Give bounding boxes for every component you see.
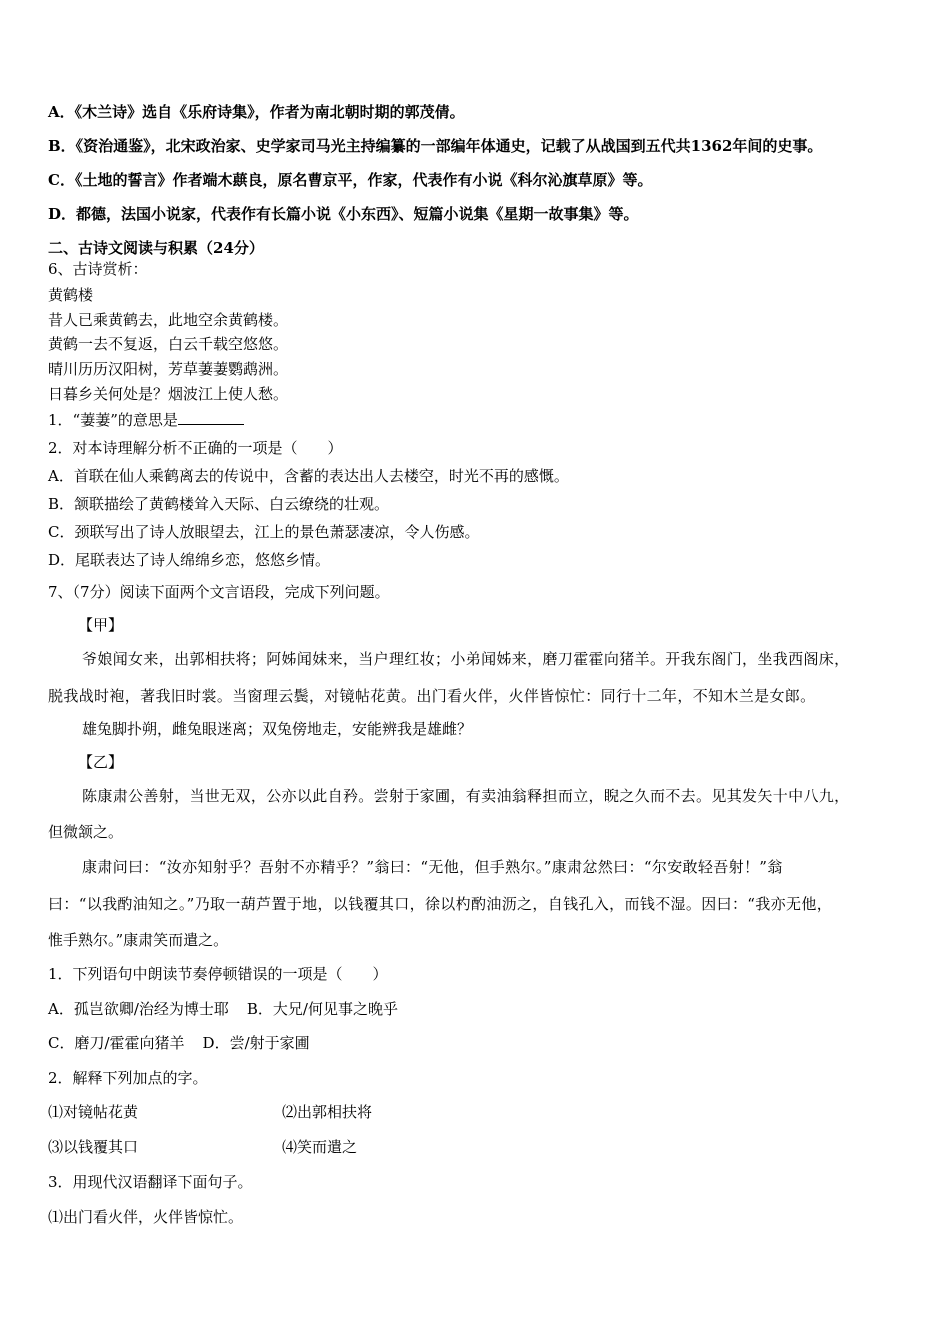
q7-sub2-row-2: [48, 1137, 358, 1157]
q6-option-a: A．首联在仙人乘鹤离去的传说中，含蓄的表达出人去楼空，时光不再的感慨。: [48, 467, 569, 485]
q6-option-c: C．颈联写出了诗人放眼望去，江上的景色萧瑟凄凉，令人伤感。: [48, 523, 480, 541]
poem-line-3: 晴川历历汉阳树，芳草萋萋鹦鹉洲。: [48, 360, 289, 378]
option-b-prev: B．《资治通鉴》，北宋政治家、史学家司马光主持编纂的一部编年体通史，记载了从战国到五代共1362年间的史事。: [48, 137, 823, 155]
q6-option-b: B．颔联描绘了黄鹤楼耸入天际、白云缭绕的壮观。: [48, 495, 390, 513]
q7-sub3: 3．用现代汉语翻译下面句子。: [48, 1173, 253, 1191]
q7-sub1-options-cd: [48, 1033, 310, 1053]
yi-paragraph-1-line-2: 但微颔之。: [48, 823, 124, 841]
option-d-prev: D．都德，法国小说家，代表作有长篇小说《小东西》、短篇小说集《星期一故事集》等。: [48, 205, 639, 223]
q7-sub1-option-a: A．孤岂欲卿/治经为博士耶: [48, 1000, 229, 1018]
poem-line-1: 昔人已乘黄鹤去，此地空余黄鹤楼。: [48, 311, 289, 329]
yi-paragraph-2-line-1: 康肃问曰：“汝亦知射乎？吾射不亦精乎？”翁曰：“无他，但手熟尔。”康肃忿然曰：“尔安敢轻吾射！”翁: [82, 858, 783, 876]
poem-title: 黄鹤楼: [48, 286, 94, 304]
jia-label: 【甲】: [78, 616, 124, 634]
q6-sub1: [48, 410, 244, 430]
q7-sub2-item-4: ⑷笑而遣之: [282, 1138, 358, 1156]
q7-sub1-option-b: B．大兄/何见事之晚乎: [246, 1000, 398, 1018]
q7-sub2: 2．解释下列加点的字。: [48, 1069, 208, 1087]
q6-option-d: D．尾联表达了诗人绵绵乡恋，悠悠乡情。: [48, 551, 331, 569]
q7-sub1-option-d: D．尝/射于家圃: [202, 1034, 310, 1052]
q7-sub1-option-c: C．磨刀/霍霍向猪羊: [48, 1034, 185, 1052]
option-a-prev: A．《木兰诗》选自《乐府诗集》，作者为南北朝时期的郭茂倩。: [48, 103, 465, 121]
yi-paragraph-2-line-3: 惟手熟尔。”康肃笑而遣之。: [48, 931, 229, 949]
q7-sub1-options-ab: [48, 999, 398, 1019]
yi-paragraph-2-line-2: 曰：“以我酌油知之。”乃取一葫芦置于地，以钱覆其口，徐以杓酌油沥之，自钱孔入，而钱不湿。因曰：“我亦无他，: [48, 895, 833, 913]
q6-sub1-text: 1．“萋萋”的意思是: [48, 411, 178, 429]
q7-sub2-item-3: ⑶以钱覆其口: [48, 1138, 139, 1156]
jia-paragraph-1-line-2: 脱我战时袍，著我旧时裳。当窗理云鬓，对镜帖花黄。出门看火伴，火伴皆惊忙：同行十二年，不知木兰是女郎。: [48, 687, 816, 705]
yi-paragraph-1-line-1: 陈康肃公善射，当世无双，公亦以此自矜。尝射于家圃，有卖油翁释担而立，睨之久而不去。见其发矢十中八九，: [82, 787, 850, 805]
jia-paragraph-1-line-1: 爷娘闻女来，出郭相扶将；阿姊闻妹来，当户理红妆；小弟闻姊来，磨刀霍霍向猪羊。开我东阁门，坐我西阁床，: [82, 650, 850, 668]
poem-line-4: 日暮乡关何处是？烟波江上使人愁。: [48, 385, 289, 403]
q7-sub2-row-1: [48, 1102, 373, 1122]
jia-paragraph-2: 雄兔脚扑朔，雌兔眼迷离；双兔傍地走，安能辨我是雄雌？: [82, 720, 473, 738]
section-title: 二、古诗文阅读与积累（24分）: [48, 239, 264, 257]
q6-sub2: 2．对本诗理解分析不正确的一项是（ ）: [48, 439, 343, 457]
q7-title: 7、（7分）阅读下面两个文言语段，完成下列问题。: [48, 583, 390, 601]
q7-sub1: 1．下列语句中朗读节奏停顿错误的一项是（ ）: [48, 965, 388, 983]
poem-line-2: 黄鹤一去不复返，白云千载空悠悠。: [48, 335, 289, 353]
answer-blank[interactable]: [178, 410, 244, 425]
q7-sub3-item-1: ⑴出门看火伴，火伴皆惊忙。: [48, 1208, 244, 1226]
option-c-prev: C．《土地的誓言》作者端木蕻良，原名曹京平，作家，代表作有小说《科尔沁旗草原》等。: [48, 171, 653, 189]
yi-label: 【乙】: [78, 753, 124, 771]
q6-title: 6、古诗赏析：: [48, 260, 148, 278]
q7-sub2-item-2: ⑵出郭相扶将: [282, 1103, 373, 1121]
q7-sub2-item-1: ⑴对镜帖花黄: [48, 1103, 139, 1121]
